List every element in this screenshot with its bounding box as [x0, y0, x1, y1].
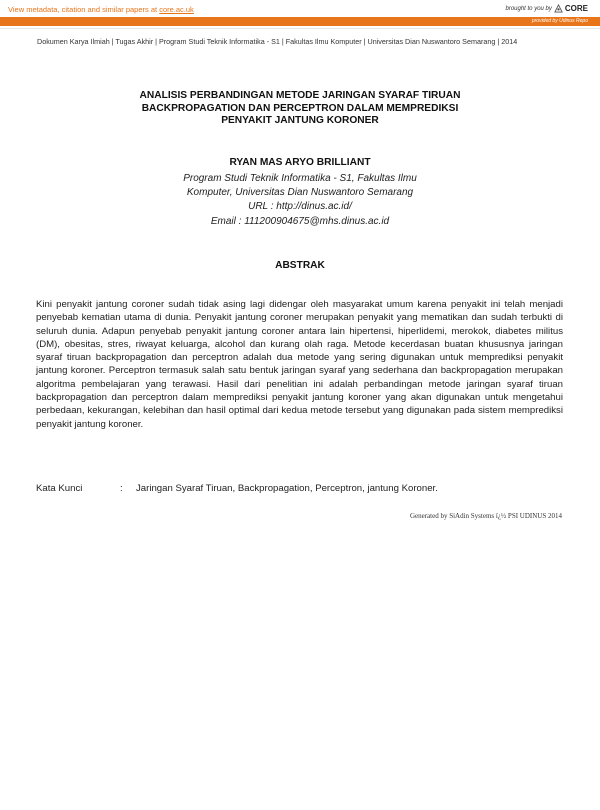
title-line: ANALISIS PERBANDINGAN METODE JARINGAN SYARAF TIRUAN	[139, 90, 461, 101]
core-metadata-link[interactable]	[8, 5, 194, 14]
title-line: BACKPROPAGATION DAN PERCEPTRON DALAM MEMPREDIKSI	[141, 102, 459, 114]
author-email: Email : 111200904675@mhs.dinus.ac.id	[210, 215, 390, 227]
abstract-body: Kini penyakit jantung coroner sudah tidak asing lagi didengar oleh masyarakat umum karena penyakit ini telah menjadi penyebab kematian utama di dunia. Penyakit jantung coroner merupakan penyakit yang mematikan dan sudah terbukti di seluruh dunia. Adapun penyebab penyakit jantung coroner antara lain hipertensi, hiperlidemi, merokok, diabetes militus (DM), obesitas, stres, riwayat keluarga, alcohol dan kurang olah raga. Metode kecerdasan buatan khususnya jaringan syaraf tiruan backpropagation dan perceptron adalah dua metode yang sering digunakan untuk memprediksi penyakit jantung koroner. Perceptron termasuk salah satu bentuk jaringan syaraf yang sederhana dan backpropagation merupakan algoritma pembelajaran yang terawasi. Hasil dari penelitian ini adalah perbandingan metode jaringan syaraf tiruan backpropagation dan perceptron dalam memprediksi penyakit jantung koroner yang akan digunakan untuk mengetahui perbedaan, kekurangan, kelebihan dan hasil optimal dari kedua metode tersebut yang digunakan pada sistem memprediksi penyakit jantung koroner.	[36, 299, 563, 430]
core-logo-text: CORE	[564, 4, 588, 13]
core-banner	[0, 0, 600, 29]
document-header: Dokumen Karya Ilmiah | Tugas Akhir | Program Studi Teknik Informatika - S1 | Fakultas Ilmu Komputer | Universitas Dian Nuswantoro Semarang | 2014	[37, 37, 518, 46]
affiliation-line: Komputer, Universitas Dian Nuswantoro Semarang	[186, 187, 414, 199]
abstract-heading: ABSTRAK	[275, 260, 325, 271]
provided-text: provided by Udinus Repo	[531, 18, 588, 24]
core-link-domain[interactable]: core.ac.uk	[159, 5, 194, 14]
paper-title	[60, 90, 540, 128]
core-provided-strip	[0, 17, 600, 26]
brought-text: brought to you by	[505, 5, 552, 12]
core-logo-icon	[554, 4, 563, 13]
affiliation-line: Program Studi Teknik Informatika - S1, Fakultas Ilmu	[183, 173, 417, 184]
title-line: PENYAKIT JANTUNG KORONER	[221, 115, 379, 126]
core-link-prefix: View metadata, citation and similar papers at	[8, 5, 160, 14]
keywords-colon: :	[120, 483, 123, 494]
keywords-value: Jaringan Syaraf Tiruan, Backpropagation, Perceptron, jantung Koroner.	[136, 483, 438, 494]
core-brought-by[interactable]	[506, 4, 589, 13]
generated-footer: Generated by SiAdin Systems ï¿½ PSI UDINUS 2014	[409, 512, 562, 520]
author-name: RYAN MAS ARYO BRILLIANT	[229, 157, 371, 168]
keywords-label: Kata Kunci	[36, 483, 83, 494]
author-affiliation	[60, 172, 540, 229]
author-url: URL : http://dinus.ac.id/	[248, 201, 352, 213]
